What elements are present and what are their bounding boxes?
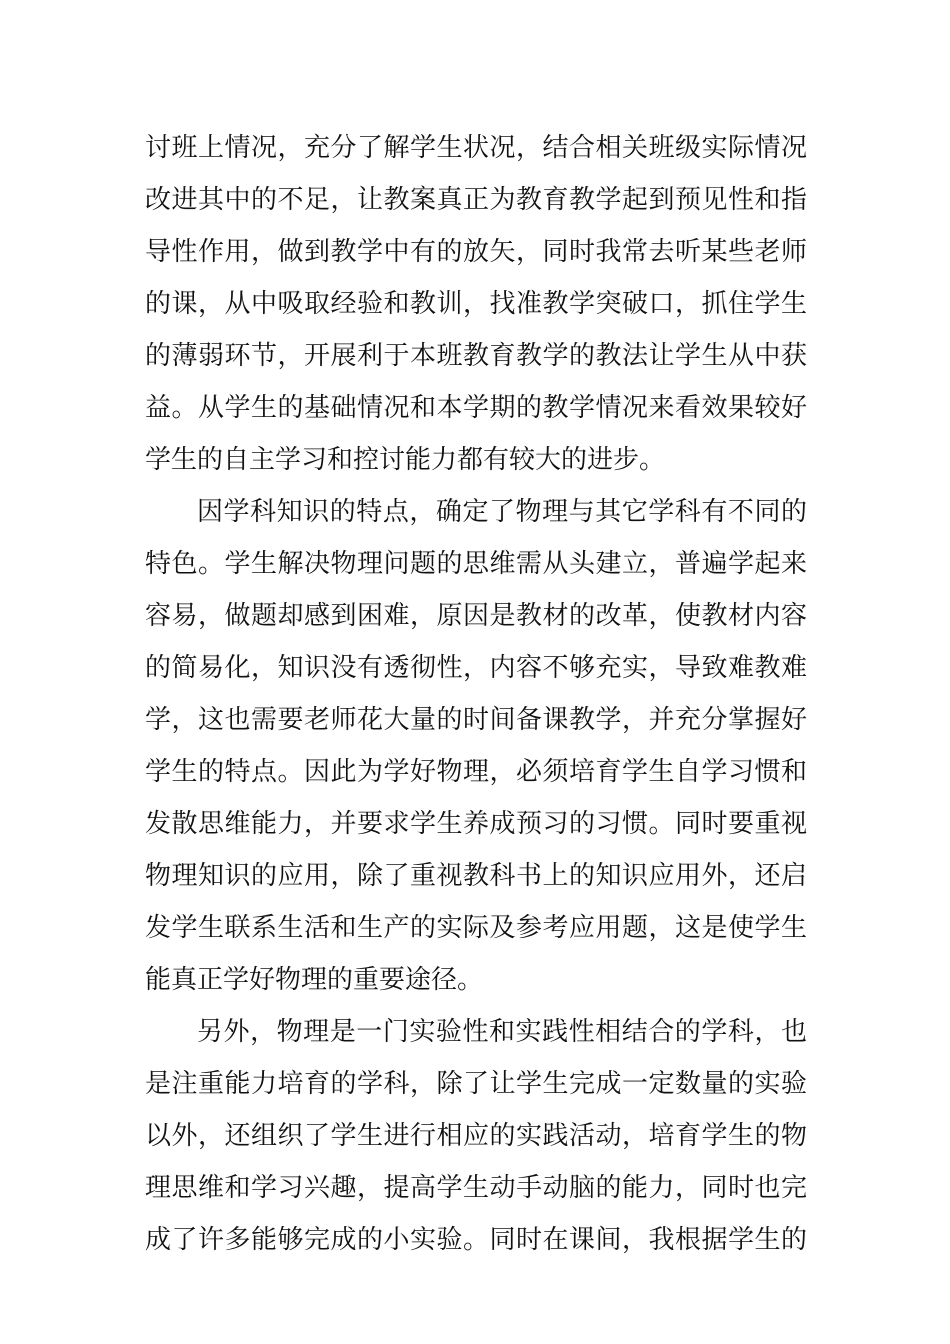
text-line: 以外，还组织了学生进行相应的实践活动，培育学生的物 bbox=[145, 1121, 807, 1151]
text-line: 特色。学生解决物理问题的思维需从头建立，普遍学起来 bbox=[145, 549, 807, 579]
text-line: 学生的特点。因此为学好物理，必须培育学生自学习惯和 bbox=[145, 757, 807, 787]
text-line: 益。从学生的基础情况和本学期的教学情况来看效果较好 bbox=[145, 393, 807, 423]
text-line: 改进其中的不足，让教案真正为教育教学起到预见性和指 bbox=[145, 185, 807, 215]
text-line: 导性作用，做到教学中有的放矢，同时我常去听某些老师 bbox=[145, 237, 807, 267]
text-line: 成了许多能够完成的小实验。同时在课间，我根据学生的 bbox=[145, 1225, 807, 1255]
text-line: 物理知识的应用，除了重视教科书上的知识应用外，还启 bbox=[145, 861, 807, 891]
paragraph-2 bbox=[145, 486, 807, 1006]
text-line: 另外，物理是一门实验性和实践性相结合的学科，也 bbox=[197, 1017, 807, 1047]
text-line: 学，这也需要老师花大量的时间备课教学，并充分掌握好 bbox=[145, 705, 807, 735]
text-line: 讨班上情况，充分了解学生状况，结合相关班级实际情况 bbox=[145, 133, 807, 163]
text-line: 理思维和学习兴趣，提高学生动手动脑的能力，同时也完 bbox=[145, 1173, 807, 1203]
text-line: 是注重能力培育的学科，除了让学生完成一定数量的实验 bbox=[145, 1069, 807, 1099]
text-line: 的课，从中吸取经验和教训，找准教学突破口，抓住学生 bbox=[145, 289, 807, 319]
paragraph-3 bbox=[145, 1006, 807, 1266]
text-line: 能真正学好物理的重要途径。 bbox=[145, 965, 484, 995]
text-line: 发学生联系生活和生产的实际及参考应用题，这是使学生 bbox=[145, 913, 807, 943]
text-line: 容易，做题却感到困难，原因是教材的改革，使教材内容 bbox=[145, 601, 807, 631]
text-line: 发散思维能力，并要求学生养成预习的习惯。同时要重视 bbox=[145, 809, 807, 839]
text-line: 的薄弱环节，开展利于本班教育教学的教法让学生从中获 bbox=[145, 341, 807, 371]
document-body bbox=[145, 122, 807, 1266]
text-line: 因学科知识的特点，确定了物理与其它学科有不同的 bbox=[197, 497, 807, 527]
text-line: 学生的自主学习和控讨能力都有较大的进步。 bbox=[145, 445, 666, 475]
text-line: 的简易化，知识没有透彻性，内容不够充实，导致难教难 bbox=[145, 653, 807, 683]
paragraph-1 bbox=[145, 122, 807, 486]
